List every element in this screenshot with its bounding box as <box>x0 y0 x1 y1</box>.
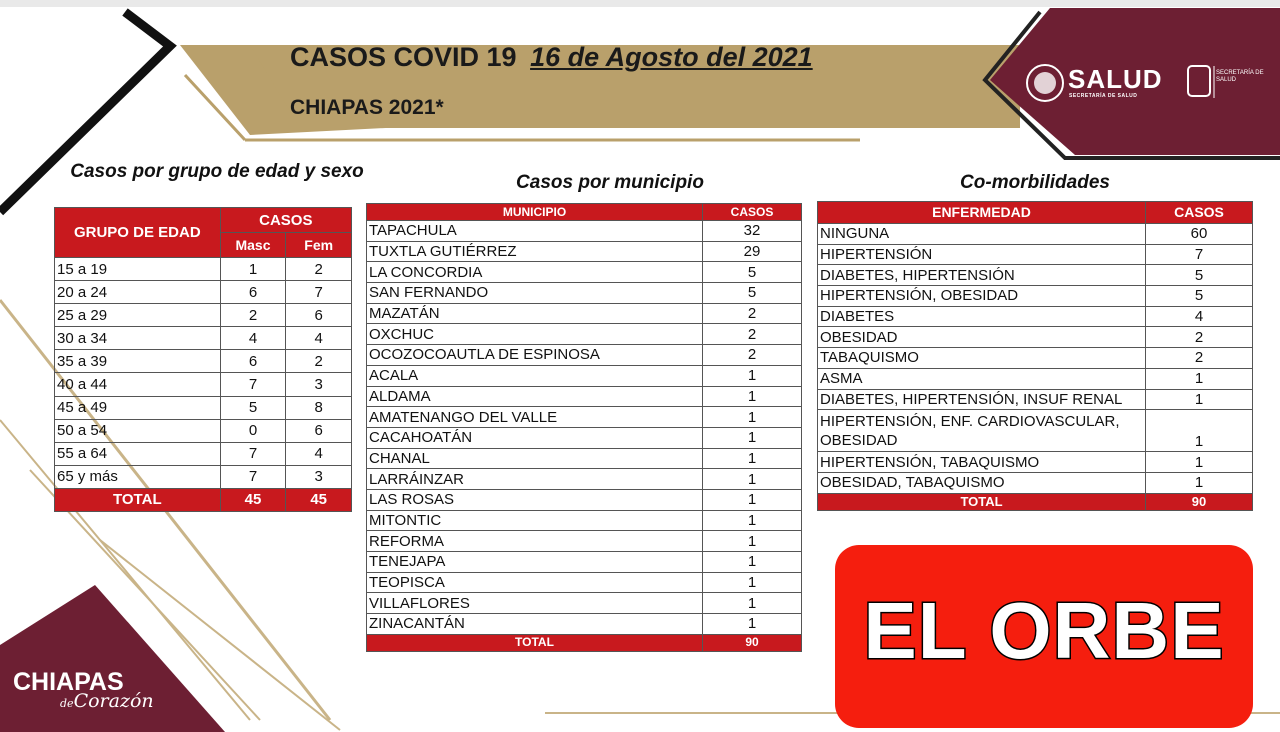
municipio-name-cell: TAPACHULA <box>367 221 703 242</box>
municipio-cases-cell: 1 <box>703 427 802 448</box>
age-col-group: GRUPO DE EDAD <box>55 208 221 258</box>
age-masc-cell: 7 <box>220 442 286 465</box>
municipio-table-row <box>367 345 802 366</box>
comorbidity-table-row <box>818 286 1253 307</box>
age-masc-cell: 0 <box>220 419 286 442</box>
age-group-cell: 55 a 64 <box>55 442 221 465</box>
chiapas-logo-tagline-de: de <box>60 697 74 710</box>
age-table-row <box>55 396 352 419</box>
comorbidity-name-cell: OBESIDAD, TABAQUISMO <box>818 472 1146 493</box>
comorbidity-table-row <box>818 244 1253 265</box>
age-masc-cell: 7 <box>220 373 286 396</box>
age-col-cases: CASOS <box>220 208 351 233</box>
municipio-cases-cell: 2 <box>703 345 802 366</box>
title-date: 16 de Agosto del 2021 <box>530 42 813 72</box>
municipio-name-cell: OXCHUC <box>367 324 703 345</box>
age-total-row <box>55 488 352 511</box>
comorbidity-cases-cell: 5 <box>1146 265 1253 286</box>
mun-col-cases: CASOS <box>703 204 802 221</box>
comorbidity-name-cell: DIABETES, HIPERTENSIÓN <box>818 265 1146 286</box>
chiapas-logo-text: CHIAPAS <box>13 668 124 696</box>
comorbidity-table-row <box>818 472 1253 493</box>
el-orbe-text: EL ORBE <box>863 586 1225 675</box>
age-fem-cell: 3 <box>286 465 352 488</box>
comorbidity-cases-cell: 2 <box>1146 348 1253 369</box>
com-col-cases: CASOS <box>1146 202 1253 224</box>
municipio-cases-cell: 2 <box>703 324 802 345</box>
age-total-fem: 45 <box>286 488 352 511</box>
salud-logo-subtext: SECRETARÍA DE SALUD <box>1069 93 1138 99</box>
comorbidity-name-cell: DIABETES, HIPERTENSIÓN, INSUF RENAL <box>818 389 1146 410</box>
salud-logo <box>1022 62 1272 102</box>
municipio-cases-cell: 5 <box>703 262 802 283</box>
comorbidity-name-cell: TABAQUISMO <box>818 348 1146 369</box>
comorbidity-name-cell: NINGUNA <box>818 224 1146 245</box>
municipio-table-row <box>367 386 802 407</box>
comorbidity-name-cell: OBESIDAD <box>818 327 1146 348</box>
comorbidity-name-cell: HIPERTENSIÓN <box>818 244 1146 265</box>
age-table-row <box>55 304 352 327</box>
age-table-row <box>55 442 352 465</box>
age-masc-cell: 1 <box>220 258 286 281</box>
comorbidity-cases-cell: 1 <box>1146 389 1253 410</box>
municipio-table-row <box>367 427 802 448</box>
municipio-name-cell: SAN FERNANDO <box>367 283 703 304</box>
age-masc-cell: 2 <box>220 304 286 327</box>
municipio-name-cell: MAZATÁN <box>367 303 703 324</box>
age-table-row <box>55 373 352 396</box>
municipio-table-row <box>367 572 802 593</box>
comorbidity-cases-cell: 2 <box>1146 327 1253 348</box>
age-group-cell: 15 a 19 <box>55 258 221 281</box>
municipio-table-row <box>367 365 802 386</box>
age-table-row <box>55 258 352 281</box>
age-masc-cell: 5 <box>220 396 286 419</box>
municipio-cases-cell: 1 <box>703 407 802 428</box>
comorbidity-cases-cell: 1 <box>1146 472 1253 493</box>
municipio-cases-cell: 1 <box>703 531 802 552</box>
age-group-cell: 20 a 24 <box>55 281 221 304</box>
comorbidity-cases-cell: 60 <box>1146 224 1253 245</box>
age-fem-cell: 4 <box>286 442 352 465</box>
age-total-label: TOTAL <box>55 488 221 511</box>
comorbidity-cases-cell: 1 <box>1146 410 1253 452</box>
municipio-table-row <box>367 407 802 428</box>
comorbidity-name-cell: HIPERTENSIÓN, OBESIDAD <box>818 286 1146 307</box>
municipio-cases-cell: 1 <box>703 572 802 593</box>
municipio-name-cell: TUXTLA GUTIÉRREZ <box>367 241 703 262</box>
age-group-cell: 35 a 39 <box>55 350 221 373</box>
comorbidity-cases-cell: 1 <box>1146 368 1253 389</box>
municipio-table-row <box>367 614 802 635</box>
municipio-name-cell: LARRÁINZAR <box>367 469 703 490</box>
comorbidity-cases-cell: 4 <box>1146 306 1253 327</box>
municipio-name-cell: LA CONCORDIA <box>367 262 703 283</box>
municipio-cases-cell: 1 <box>703 448 802 469</box>
age-group-cell: 25 a 29 <box>55 304 221 327</box>
municipio-cases-cell: 1 <box>703 386 802 407</box>
age-table-row <box>55 465 352 488</box>
comorbidity-name-cell: HIPERTENSIÓN, ENF. CARDIOVASCULAR, OBESIDAD <box>818 410 1146 452</box>
municipio-table-row <box>367 531 802 552</box>
municipio-name-cell: VILLAFLORES <box>367 593 703 614</box>
salud-logo-text: SALUD <box>1068 64 1163 94</box>
age-masc-cell: 4 <box>220 327 286 350</box>
comorbidity-table-row <box>818 224 1253 245</box>
comorbidity-table-row <box>818 327 1253 348</box>
secretaria-logo-text: SECRETARÍA DE SALUD <box>1216 70 1264 83</box>
comorbidity-table-row <box>818 368 1253 389</box>
municipio-cases-cell: 2 <box>703 303 802 324</box>
chiapas-logo-tagline <box>60 690 154 712</box>
comorbidity-table-row <box>818 389 1253 410</box>
comorbidity-table-row <box>818 348 1253 369</box>
age-section-title: Casos por grupo de edad y sexo <box>70 161 364 182</box>
age-table-row <box>55 327 352 350</box>
municipio-cases-cell: 1 <box>703 552 802 573</box>
age-group-cell: 45 a 49 <box>55 396 221 419</box>
com-total-label: TOTAL <box>818 493 1146 510</box>
mun-col-name: MUNICIPIO <box>367 204 703 221</box>
comorbidity-name-cell: ASMA <box>818 368 1146 389</box>
comorbidity-name-cell: DIABETES <box>818 306 1146 327</box>
age-masc-cell: 6 <box>220 350 286 373</box>
age-table-row <box>55 419 352 442</box>
age-masc-cell: 6 <box>220 281 286 304</box>
comorbidity-table-row <box>818 306 1253 327</box>
com-total-row <box>818 493 1253 510</box>
age-fem-cell: 6 <box>286 419 352 442</box>
municipio-cases-cell: 32 <box>703 221 802 242</box>
municipio-cases-cell: 1 <box>703 365 802 386</box>
municipio-cases-cell: 1 <box>703 489 802 510</box>
municipio-section-title: Casos por municipio <box>516 172 704 193</box>
age-group-cell: 30 a 34 <box>55 327 221 350</box>
municipio-table-row <box>367 221 802 242</box>
age-fem-cell: 7 <box>286 281 352 304</box>
municipio-cases-cell: 5 <box>703 283 802 304</box>
age-masc-cell: 7 <box>220 465 286 488</box>
el-orbe-watermark <box>835 545 1253 728</box>
mun-total-label: TOTAL <box>367 634 703 651</box>
municipio-table-row <box>367 510 802 531</box>
comorbidity-table-row <box>818 452 1253 473</box>
municipio-table-row <box>367 241 802 262</box>
age-fem-cell: 6 <box>286 304 352 327</box>
chiapas-logo-tagline-corazon: Corazón <box>73 690 154 712</box>
page-subtitle: CHIAPAS 2021* <box>290 96 444 119</box>
municipio-name-cell: TEOPISCA <box>367 572 703 593</box>
comorbidity-table-row <box>818 410 1253 452</box>
age-fem-cell: 8 <box>286 396 352 419</box>
municipio-name-cell: OCOZOCOAUTLA DE ESPINOSA <box>367 345 703 366</box>
mun-total-row <box>367 634 802 651</box>
municipio-table-row <box>367 303 802 324</box>
comorbidity-cases-cell: 1 <box>1146 452 1253 473</box>
age-table-row <box>55 350 352 373</box>
comorbidity-table-row <box>818 265 1253 286</box>
municipio-name-cell: REFORMA <box>367 531 703 552</box>
age-table <box>54 207 352 512</box>
age-group-cell: 65 y más <box>55 465 221 488</box>
municipio-name-cell: ZINACANTÁN <box>367 614 703 635</box>
mun-total-value: 90 <box>703 634 802 651</box>
municipio-table-row <box>367 283 802 304</box>
age-group-cell: 40 a 44 <box>55 373 221 396</box>
municipio-name-cell: AMATENANGO DEL VALLE <box>367 407 703 428</box>
age-total-masc: 45 <box>220 488 286 511</box>
municipio-table <box>366 203 802 652</box>
municipio-name-cell: CHANAL <box>367 448 703 469</box>
municipio-table-row <box>367 469 802 490</box>
comorbidity-cases-cell: 5 <box>1146 286 1253 307</box>
municipio-name-cell: ACALA <box>367 365 703 386</box>
municipio-name-cell: CACAHOATÁN <box>367 427 703 448</box>
municipio-cases-cell: 1 <box>703 593 802 614</box>
municipio-table-row <box>367 593 802 614</box>
age-col-masc: Masc <box>220 233 286 258</box>
age-fem-cell: 2 <box>286 350 352 373</box>
age-fem-cell: 2 <box>286 258 352 281</box>
municipio-name-cell: MITONTIC <box>367 510 703 531</box>
municipio-table-row <box>367 552 802 573</box>
municipio-table-row <box>367 324 802 345</box>
municipio-cases-cell: 29 <box>703 241 802 262</box>
title-prefix: CASOS COVID 19 <box>290 42 517 72</box>
comorbidity-cases-cell: 7 <box>1146 244 1253 265</box>
age-group-cell: 50 a 54 <box>55 419 221 442</box>
municipio-name-cell: ALDAMA <box>367 386 703 407</box>
municipio-cases-cell: 1 <box>703 510 802 531</box>
municipio-cases-cell: 1 <box>703 469 802 490</box>
age-fem-cell: 4 <box>286 327 352 350</box>
comorbidity-section-title: Co-morbilidades <box>960 172 1110 193</box>
age-col-fem: Fem <box>286 233 352 258</box>
municipio-table-row <box>367 489 802 510</box>
municipio-name-cell: TENEJAPA <box>367 552 703 573</box>
age-table-row <box>55 281 352 304</box>
age-fem-cell: 3 <box>286 373 352 396</box>
comorbidity-name-cell: HIPERTENSIÓN, TABAQUISMO <box>818 452 1146 473</box>
page-title <box>290 42 813 73</box>
municipio-table-row <box>367 448 802 469</box>
comorbidity-table <box>817 201 1253 511</box>
com-col-name: ENFERMEDAD <box>818 202 1146 224</box>
municipio-cases-cell: 1 <box>703 614 802 635</box>
municipio-table-row <box>367 262 802 283</box>
municipio-name-cell: LAS ROSAS <box>367 489 703 510</box>
com-total-value: 90 <box>1146 493 1253 510</box>
